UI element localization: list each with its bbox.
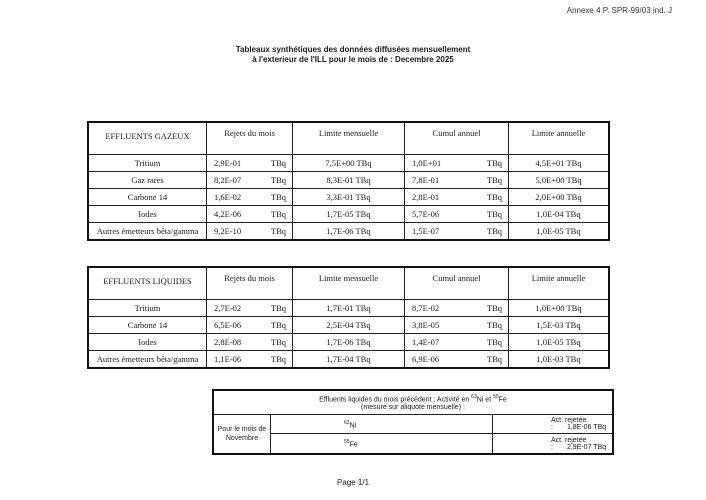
gas-effluents-table bbox=[87, 121, 610, 241]
row-name: Tritium bbox=[88, 300, 207, 317]
unit: TBq bbox=[486, 337, 502, 347]
row-name: Gaz rares bbox=[88, 172, 207, 189]
row-name: Tritium bbox=[88, 155, 207, 172]
rejets-value: 1,1E-06 bbox=[214, 354, 242, 364]
unit: TBq bbox=[486, 303, 502, 313]
liquid-effluents-table bbox=[87, 266, 610, 369]
unit: TBq bbox=[486, 192, 502, 202]
table-row bbox=[88, 351, 609, 369]
limite-annuelle-value: 2,0E+00 TBq bbox=[509, 189, 610, 206]
unit: TBq bbox=[270, 158, 286, 168]
activity-fe: Act. rejetée : 2,9E-07 TBq bbox=[493, 434, 614, 454]
unit: TBq bbox=[270, 175, 286, 185]
gas-header-limite-mensuelle: Limite mensuelle bbox=[293, 122, 405, 155]
annex-reference: Annexe 4 P. SPR-99/03 ind. J bbox=[566, 6, 672, 15]
liquid-header-row bbox=[88, 267, 609, 300]
previous-month-title: Effluents liquides du mois précédent : Activité en $^{63}$Ni et $^{55}$Fe (mesure sur aliquote mensuelle) : bbox=[213, 390, 613, 415]
previous-month-title-row bbox=[213, 390, 613, 415]
cumul-value: 1,4E-07 bbox=[412, 337, 440, 347]
rejets-value: 6,5E-06 bbox=[214, 320, 242, 330]
table-row bbox=[88, 155, 609, 172]
cumul-value: 1,5E-07 bbox=[412, 226, 440, 236]
limite-mensuelle-value: 7,5E+00 TBq bbox=[293, 155, 405, 172]
unit: TBq bbox=[270, 337, 286, 347]
rejets-value: 2,7E-02 bbox=[214, 303, 242, 313]
cumul-value: 8,7E-02 bbox=[412, 303, 440, 313]
unit: TBq bbox=[486, 175, 502, 185]
table-row bbox=[88, 172, 609, 189]
page-number: Page 1/1 bbox=[336, 478, 370, 487]
month-label: Pour le mois de Novembre bbox=[213, 415, 271, 455]
limite-annuelle-value: 1,5E-03 TBq bbox=[509, 317, 610, 334]
unit: TBq bbox=[486, 158, 502, 168]
row-name: Autres émetteurs bêta/gamma bbox=[88, 351, 207, 369]
isotope-fe: $^{55}$Fe bbox=[271, 434, 493, 454]
gas-header-cumul: Cumul annuel bbox=[405, 122, 509, 155]
limite-mensuelle-value: 2,5E-04 TBq bbox=[293, 317, 405, 334]
table-row bbox=[88, 334, 609, 351]
unit: TBq bbox=[486, 209, 502, 219]
row-name: Autres émetteurs bêta/gamma bbox=[88, 223, 207, 241]
cumul-value: 3,8E-05 bbox=[412, 320, 440, 330]
limite-annuelle-value: 5,0E+00 TBq bbox=[509, 172, 610, 189]
limite-annuelle-value: 4,5E+01 TBq bbox=[509, 155, 610, 172]
row-name: Carbone 14 bbox=[88, 317, 207, 334]
table-row bbox=[213, 434, 613, 454]
limite-mensuelle-value: 8,3E-01 TBq bbox=[293, 172, 405, 189]
unit: TBq bbox=[270, 226, 286, 236]
table-row bbox=[88, 189, 609, 206]
unit: TBq bbox=[486, 354, 502, 364]
limite-mensuelle-value: 1,7E-04 TBq bbox=[293, 351, 405, 369]
table-row bbox=[88, 223, 609, 241]
liquid-header-category: EFFLUENTS LIQUIDES bbox=[88, 267, 207, 300]
activity-ni: Act. rejetée : 1,8E-06 TBq bbox=[493, 415, 614, 434]
unit: TBq bbox=[486, 320, 502, 330]
unit: TBq bbox=[270, 354, 286, 364]
cumul-value: 2,8E-01 bbox=[412, 192, 440, 202]
limite-mensuelle-value: 1,7E-05 TBq bbox=[293, 206, 405, 223]
row-name: Iodes bbox=[88, 206, 207, 223]
gas-header-row bbox=[88, 122, 609, 155]
table-row bbox=[88, 300, 609, 317]
previous-month-table bbox=[212, 389, 614, 455]
limite-annuelle-value: 1,0E+00 TBq bbox=[509, 300, 610, 317]
rejets-value: 1,6E-02 bbox=[214, 192, 242, 202]
limite-annuelle-value: 1,0E-05 TBq bbox=[509, 334, 610, 351]
table-row bbox=[88, 317, 609, 334]
limite-mensuelle-value: 1,7E-06 TBq bbox=[293, 223, 405, 241]
table-row bbox=[213, 415, 613, 434]
title-line-1: Tableaux synthétiques des données diffusées mensuellement bbox=[235, 45, 471, 54]
rejets-value: 2,8E-08 bbox=[214, 337, 242, 347]
title-line-2: à l'exterieur de l'ILL pour le mois de : Decembre 2025 bbox=[252, 55, 454, 64]
row-name: Iodes bbox=[88, 334, 207, 351]
limite-mensuelle-value: 1,7E-01 TBq bbox=[293, 300, 405, 317]
liquid-header-cumul: Cumul annuel bbox=[405, 267, 509, 300]
rejets-value: 9,2E-10 bbox=[214, 226, 242, 236]
document-title bbox=[0, 45, 706, 65]
unit: TBq bbox=[270, 320, 286, 330]
liquid-header-limite-mensuelle: Limite mensuelle bbox=[293, 267, 405, 300]
unit: TBq bbox=[270, 192, 286, 202]
unit: TBq bbox=[486, 226, 502, 236]
limite-annuelle-value: 1,0E-04 TBq bbox=[509, 206, 610, 223]
limite-annuelle-value: 1,0E-05 TBq bbox=[509, 223, 610, 241]
gas-header-rejets: Rejets du mois bbox=[207, 122, 293, 155]
cumul-value: 7,8E-01 bbox=[412, 175, 440, 185]
rejets-value: 4,2E-06 bbox=[214, 209, 242, 219]
limite-mensuelle-value: 3,3E-01 TBq bbox=[293, 189, 405, 206]
isotope-ni: $^{63}$Ni bbox=[271, 415, 493, 434]
rejets-value: 2,9E-01 bbox=[214, 158, 242, 168]
limite-mensuelle-value: 1,7E-06 TBq bbox=[293, 334, 405, 351]
liquid-header-limite-annuelle: Limite annuelle bbox=[509, 267, 610, 300]
cumul-value: 5,7E-06 bbox=[412, 209, 440, 219]
row-name: Carbone 14 bbox=[88, 189, 207, 206]
gas-header-category: EFFLUENTS GAZEUX bbox=[88, 122, 207, 155]
cumul-value: 6,9E-06 bbox=[412, 354, 440, 364]
unit: TBq bbox=[270, 209, 286, 219]
cumul-value: 1,0E+01 bbox=[412, 158, 442, 168]
limite-annuelle-value: 1,0E-03 TBq bbox=[509, 351, 610, 369]
unit: TBq bbox=[270, 303, 286, 313]
liquid-header-rejets: Rejets du mois bbox=[207, 267, 293, 300]
gas-header-limite-annuelle: Limite annuelle bbox=[509, 122, 610, 155]
rejets-value: 8,2E-07 bbox=[214, 175, 242, 185]
table-row bbox=[88, 206, 609, 223]
